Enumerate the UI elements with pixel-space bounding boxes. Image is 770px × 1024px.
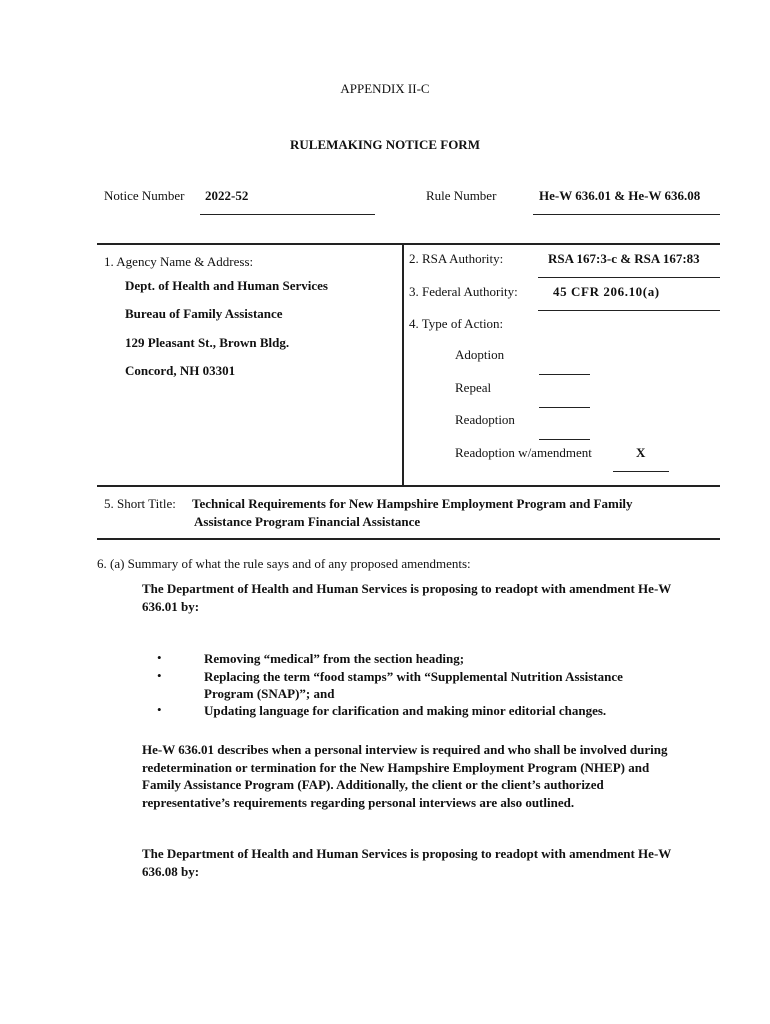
summary-intro-1: The Department of Health and Human Services is proposing to readopt with amendment He-W 636.01 by: [142,581,672,614]
type-of-action-label: 4. Type of Action: [409,316,504,331]
rule-number-label: Rule Number [426,188,497,203]
notice-number-underline [200,214,375,215]
short-title-bottom-rule [97,538,720,540]
agency-label: 1. Agency Name & Address: [104,254,254,269]
summary-label: 6. (a) Summary of what the rule says and of any proposed amendments: [97,556,471,571]
rsa-authority-value: RSA 167:3-c & RSA 167:83 [548,251,700,266]
action-adoption-label: Adoption [455,347,505,362]
federal-authority-label: 3. Federal Authority: [409,284,518,299]
summary-bullet: Updating language for clarification and making minor editorial changes. [204,703,607,718]
bullet-icon: • [157,702,162,717]
federal-authority-underline [538,310,720,311]
section-divider [402,244,404,486]
rsa-authority-label: 2. RSA Authority: [409,251,504,266]
action-readoption-label: Readoption [455,412,515,427]
short-title-line-2: Assistance Program Financial Assistance [194,514,421,529]
summary-intro-2: The Department of Health and Human Services is proposing to readopt with amendment He-W 636.08 by: [142,846,672,879]
action-readoption-amendment-blank [613,471,669,472]
action-adoption-blank [539,374,590,375]
section-top-rule [97,243,720,245]
rule-number-value: He-W 636.01 & He-W 636.08 [539,188,701,203]
action-repeal-label: Repeal [455,380,492,395]
summary-bullet: Replacing the term “food stamps” with “Supplemental Nutrition Assistance Program (SNAP)”; and [204,669,623,701]
short-title-line-1: Technical Requirements for New Hampshire Employment Program and Family [192,496,633,511]
short-title-label: 5. Short Title: [104,496,176,511]
federal-authority-value: 45 CFR 206.10(a) [553,284,660,299]
action-repeal-blank [539,407,590,408]
rsa-authority-underline [538,277,720,278]
agency-line: Dept. of Health and Human Services [125,278,328,293]
rule-number-underline [533,214,720,215]
action-readoption-amendment-label: Readoption w/amendment [455,445,592,460]
agency-line: Bureau of Family Assistance [125,306,283,321]
action-readoption-blank [539,439,590,440]
bullet-icon: • [157,668,162,683]
agency-line: 129 Pleasant St., Brown Bldg. [125,335,290,350]
summary-bullet: Removing “medical” from the section heading; [204,651,465,666]
section-bottom-rule [97,485,720,487]
agency-line: Concord, NH 03301 [125,363,236,378]
summary-description: He-W 636.01 describes when a personal interview is required and who shall be involved during redetermination or termination for the New Hampshire Employment Program (NHEP) and Family Assistance Program (FAP). Additionally, the client or the client’s authorized representative’s requirements regarding personal interviews are also outlined. [142,742,668,810]
bullet-icon: • [157,650,162,665]
appendix-heading: APPENDIX II-C [340,81,430,96]
notice-number-value: 2022-52 [205,188,249,203]
action-readoption-amendment-mark: X [636,445,646,460]
form-title: RULEMAKING NOTICE FORM [290,137,480,152]
notice-number-label: Notice Number [104,188,185,203]
